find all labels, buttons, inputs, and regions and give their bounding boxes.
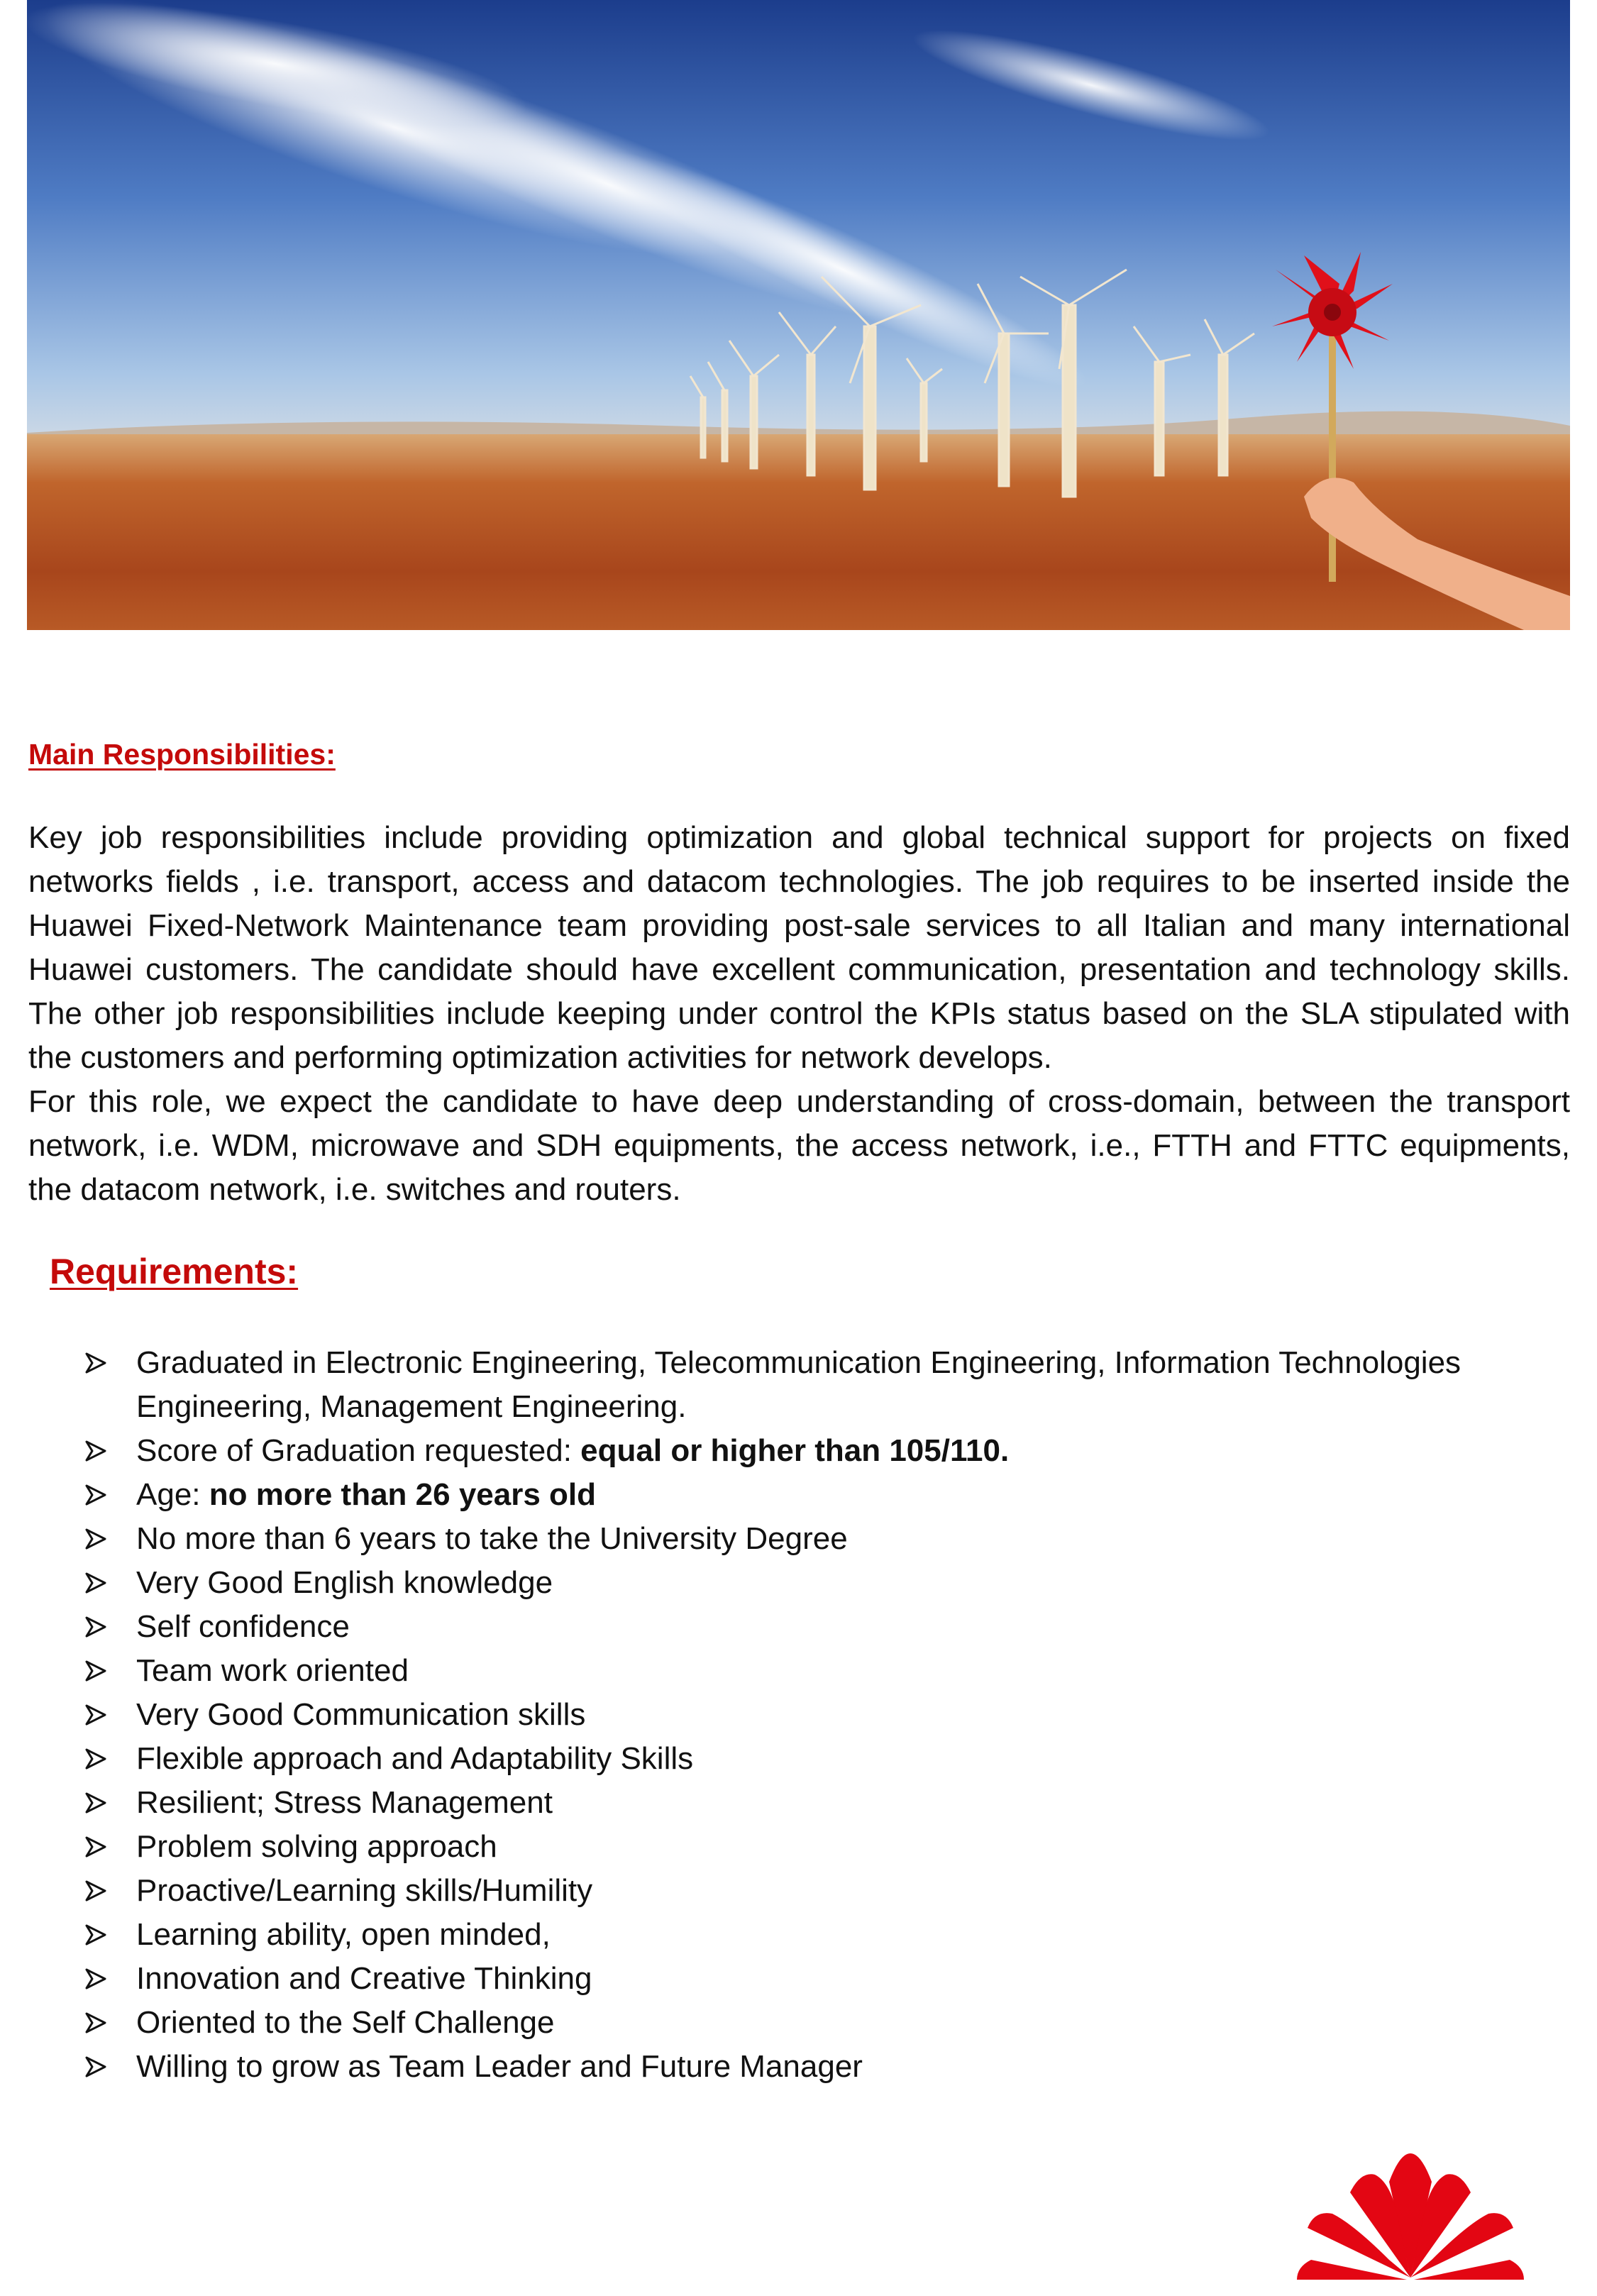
arrow-bullet-icon <box>85 1484 106 1506</box>
requirement-item <box>85 1473 1568 1517</box>
requirement-item <box>85 1737 1568 1781</box>
arrow-bullet-icon <box>85 2012 106 2033</box>
requirement-item <box>85 1869 1568 1913</box>
arrow-bullet-icon <box>85 2056 106 2077</box>
requirements-heading: Requirements: <box>50 1252 299 1291</box>
requirement-bold-text: no more than 26 years old <box>209 1477 597 1512</box>
wind-turbines-photo <box>27 0 1570 630</box>
requirement-text: Very Good Communication skills <box>136 1697 586 1732</box>
arrow-bullet-icon <box>85 1924 106 1945</box>
hero-image <box>27 0 1570 630</box>
arrow-bullet-icon <box>85 1440 106 1462</box>
requirement-item <box>85 2045 1568 2089</box>
requirement-bold-text: equal or higher than 105/110. <box>580 1433 1010 1468</box>
requirement-text: Self confidence <box>136 1609 350 1644</box>
arrow-bullet-icon <box>85 1704 106 1726</box>
responsibilities-paragraph-1: Key job responsibilities include providing optimization and global technical support for projects on fixed networks fields , i.e. transport, access and datacom technologies. The job requires to be inserted inside the Huawei Fixed-Network Maintenance team providing post-sale services to all Italian and many international Huawei customers. The candidate should have excellent communication, presentation and technology skills. The other job responsibilities include keeping under control the KPIs status based on the SLA stipulated with the customers and performing optimization activities for network develops. <box>28 820 1570 1075</box>
requirement-text: No more than 6 years to take the University Degree <box>136 1521 848 1556</box>
requirement-item <box>85 1561 1568 1605</box>
requirement-text: Very Good English knowledge <box>136 1565 553 1600</box>
requirement-text: Score of Graduation requested: <box>136 1433 581 1468</box>
requirement-item <box>85 1781 1568 1825</box>
requirement-item <box>85 1605 1568 1649</box>
requirement-item <box>85 1429 1568 1473</box>
requirement-item <box>85 1693 1568 1737</box>
requirement-item <box>85 1957 1568 2001</box>
arrow-bullet-icon <box>85 1572 106 1594</box>
requirement-text: Learning ability, open minded, <box>136 1917 551 1952</box>
requirement-text: Innovation and Creative Thinking <box>136 1961 592 1996</box>
arrow-bullet-icon <box>85 1880 106 1902</box>
arrow-bullet-icon <box>85 1836 106 1858</box>
requirement-item <box>85 1913 1568 1957</box>
requirement-text: Age: <box>136 1477 209 1512</box>
requirement-text: Willing to grow as Team Leader and Future Manager <box>136 2049 863 2084</box>
arrow-bullet-icon <box>85 1616 106 1638</box>
huawei-logo-icon <box>1283 2153 1538 2281</box>
arrow-bullet-icon <box>85 1352 106 1374</box>
requirement-text: Graduated in Electronic Engineering, Telecommunication Engineering, Information Technologies Engineering, Management Engineering. <box>136 1345 1461 1424</box>
arrow-bullet-icon <box>85 1968 106 1989</box>
requirement-item <box>85 1825 1568 1869</box>
requirement-text: Resilient; Stress Management <box>136 1785 553 1820</box>
main-responsibilities-heading: Main Responsibilities: <box>28 738 336 771</box>
arrow-bullet-icon <box>85 1528 106 1550</box>
arrow-bullet-icon <box>85 1660 106 1682</box>
requirement-item <box>85 1649 1568 1693</box>
requirements-list <box>85 1341 1568 2089</box>
requirement-text: Oriented to the Self Challenge <box>136 2005 555 2040</box>
requirement-text: Problem solving approach <box>136 1829 497 1864</box>
requirement-item <box>85 2001 1568 2045</box>
requirement-item <box>85 1341 1568 1429</box>
arrow-bullet-icon <box>85 1792 106 1814</box>
responsibilities-paragraph-2: For this role, we expect the candidate to have deep understanding of cross-domain, between the transport network, i.e. WDM, microwave and SDH equipments, the access network, i.e., FTTH and FTTC equipments, the datacom network, i.e. switches and routers. <box>28 1084 1570 1207</box>
requirement-text: Flexible approach and Adaptability Skills <box>136 1741 694 1776</box>
requirement-item <box>85 1517 1568 1561</box>
requirement-text: Proactive/Learning skills/Humility <box>136 1873 593 1908</box>
requirement-text: Team work oriented <box>136 1653 409 1688</box>
arrow-bullet-icon <box>85 1748 106 1770</box>
